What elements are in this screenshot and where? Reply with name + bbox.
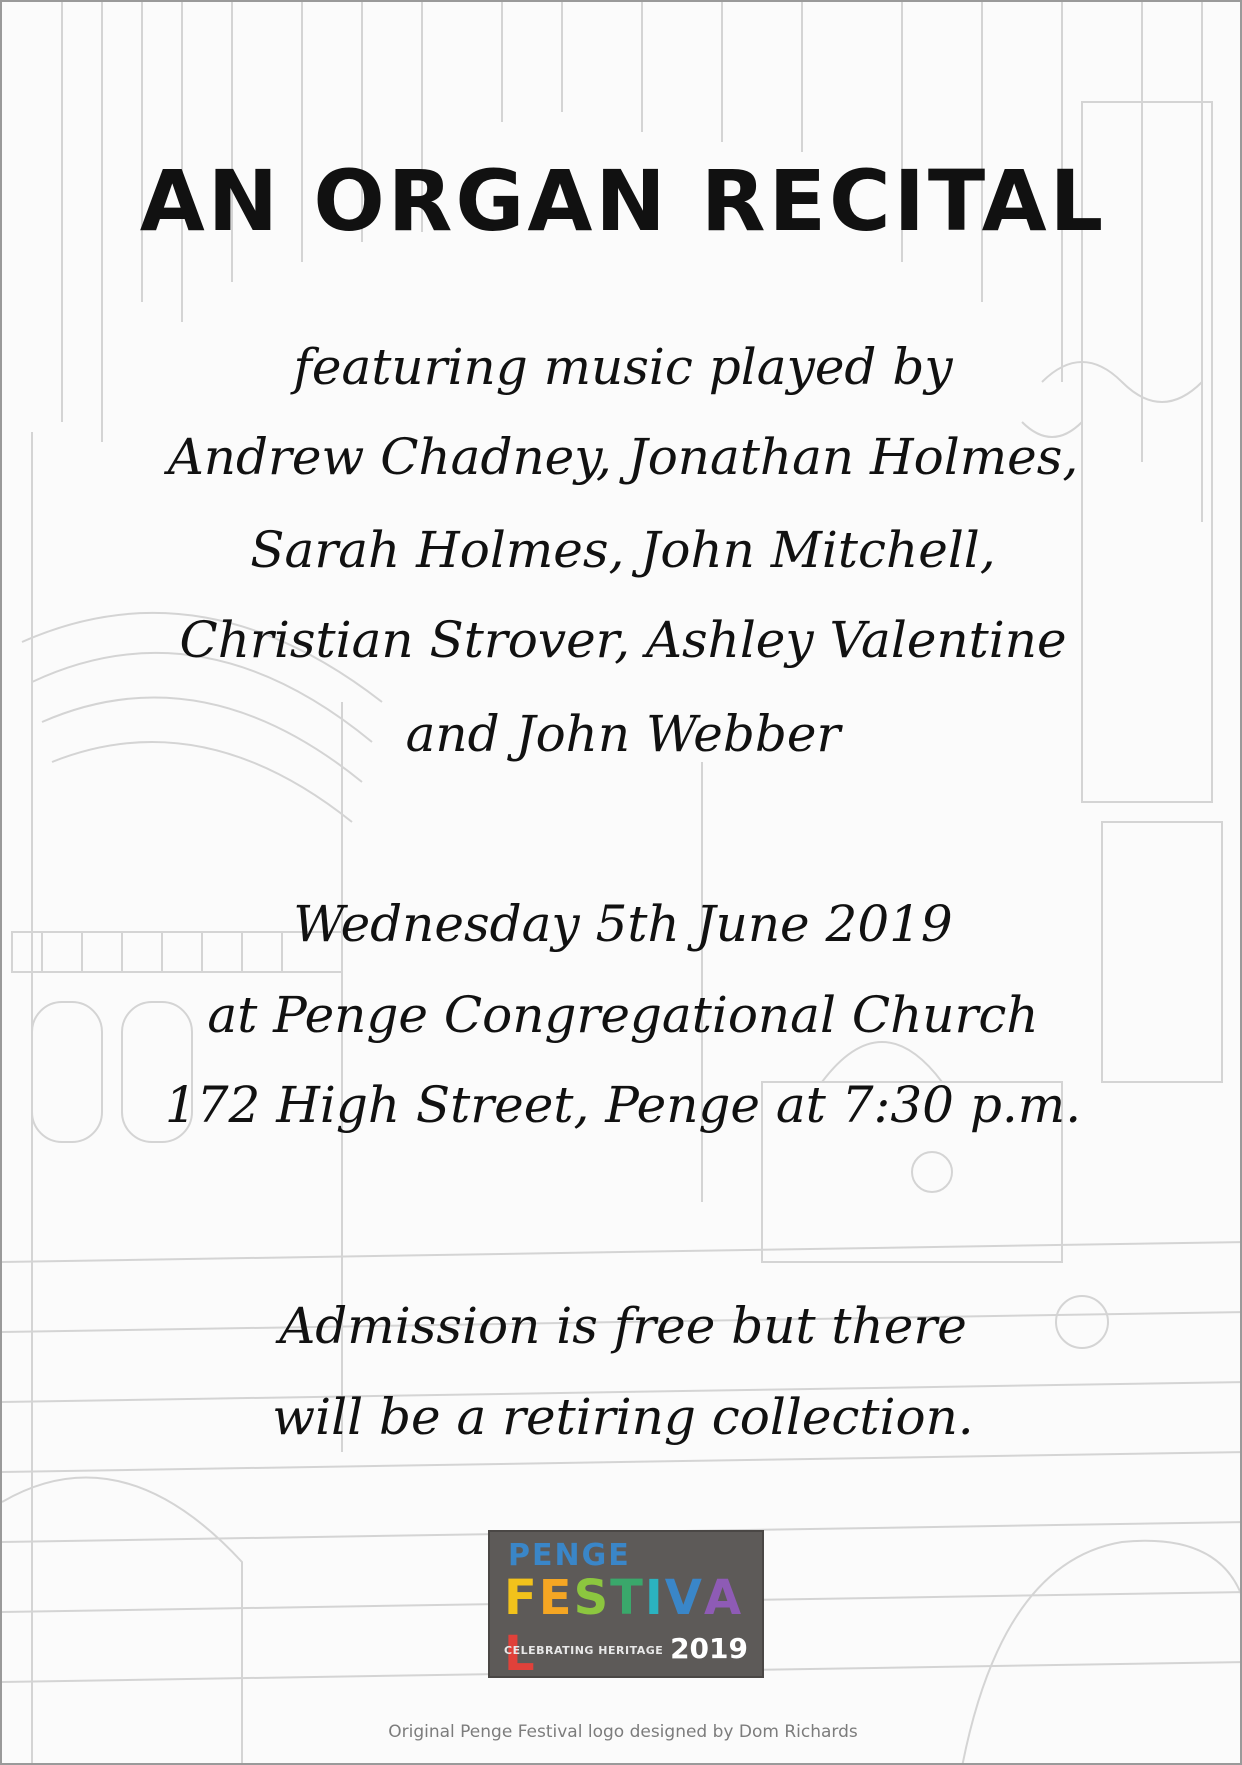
logo-year: 2019 — [670, 1632, 748, 1665]
logo-festival-text — [504, 1570, 762, 1682]
logo-festival-letter: A — [703, 1570, 744, 1626]
performers-line: and John Webber — [405, 705, 841, 763]
logo-penge-text: PENGE — [508, 1538, 631, 1573]
poster-title: AN ORGAN RECITAL — [139, 152, 1107, 250]
logo-festival-letter: F — [504, 1570, 539, 1626]
logo-festival-letter: E — [538, 1570, 574, 1626]
logo-festival-letter: T — [610, 1570, 645, 1626]
event-date: Wednesday 5th June 2019 — [293, 895, 953, 953]
penge-festival-logo — [488, 1530, 764, 1682]
logo-tagline: CELEBRATING HERITAGE — [504, 1644, 664, 1657]
logo-festival-letter: L — [504, 1626, 537, 1682]
event-venue: at Penge Congregational Church — [207, 986, 1039, 1044]
event-address-time: 172 High Street, Penge at 7:30 p.m. — [164, 1076, 1082, 1134]
performers-line: Andrew Chadney, Jonathan Holmes, — [167, 428, 1079, 486]
poster-content — [2, 2, 1242, 1765]
admission-line: Admission is free but there — [279, 1297, 967, 1355]
logo-festival-letter: S — [573, 1570, 611, 1626]
admission-line: will be a retiring collection. — [272, 1388, 974, 1446]
performers-line: Sarah Holmes, John Mitchell, — [250, 521, 996, 579]
logo-festival-letter: V — [664, 1570, 704, 1626]
performers-intro: featuring music played by — [293, 338, 953, 396]
performers-line: Christian Strover, Ashley Valentine — [179, 611, 1067, 669]
logo-credit: Original Penge Festival logo designed by Dom Richards — [388, 1722, 858, 1742]
logo-festival-letter: I — [644, 1570, 665, 1626]
